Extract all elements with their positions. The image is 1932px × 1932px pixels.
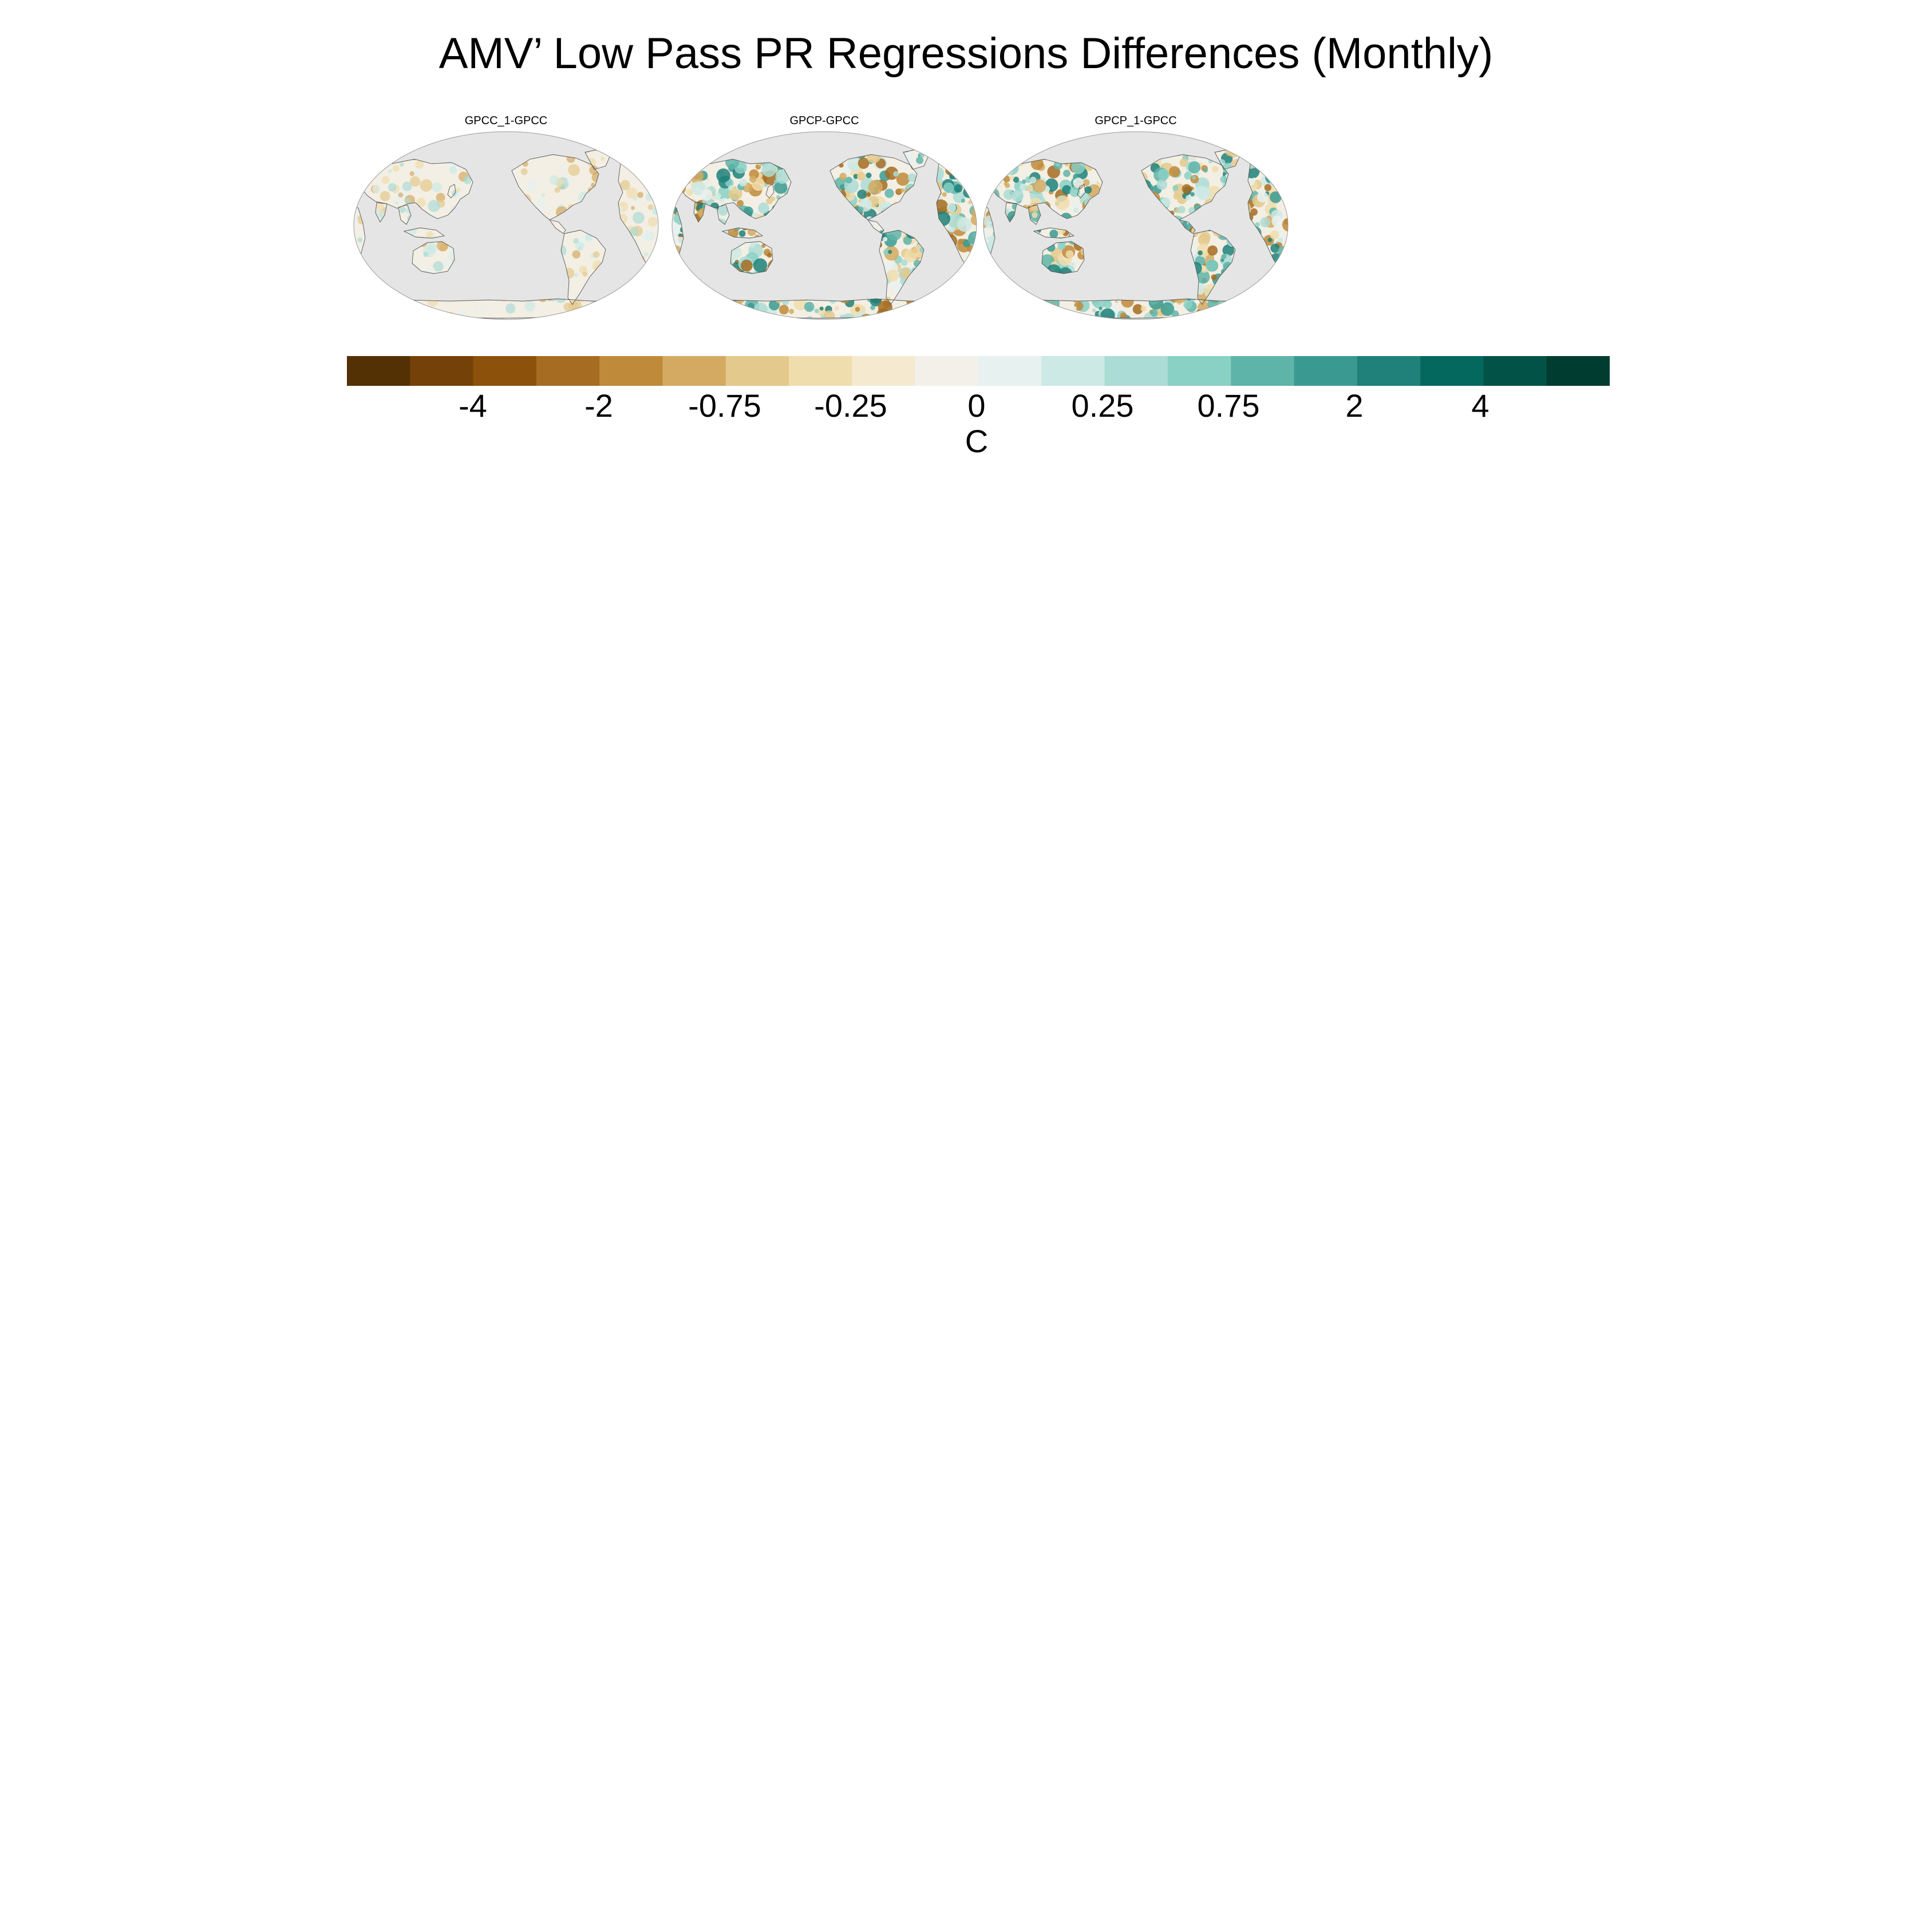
colorbar-tick-label: 4 (1471, 388, 1490, 424)
colorbar-segment (978, 356, 1042, 386)
colorbar-tick-label: 2 (1345, 388, 1364, 424)
colorbar-segment (726, 356, 789, 386)
colorbar-segment (1420, 356, 1484, 386)
colorbar-segment (1547, 356, 1610, 386)
colorbar-segment (1231, 356, 1294, 386)
colorbar-tick-label: 0.25 (1071, 388, 1134, 424)
ocean-background (351, 129, 661, 322)
colorbar-segment (1105, 356, 1168, 386)
colorbar-segment (1168, 356, 1231, 386)
colorbar-segment (599, 356, 663, 386)
colorbar-tick-label: -0.25 (814, 388, 887, 424)
colorbar-unit-label: C (965, 423, 989, 459)
colorbar-segment (1483, 356, 1547, 386)
colorbar-segment (915, 356, 979, 386)
colorbar-segment (536, 356, 600, 386)
colorbar-segment (410, 356, 473, 386)
colorbar-segment (789, 356, 852, 386)
colorbar (347, 356, 1610, 386)
colorbar-tick-label: 0.75 (1197, 388, 1260, 424)
map-panel-gpcp1 (981, 109, 1290, 322)
figure-title: AMV’ Low Pass PR Regressions Differences (Monthly) (438, 29, 1494, 78)
colorbar-segment (473, 356, 537, 386)
colorbar-tick-label: 0 (967, 388, 986, 424)
colorbar-segment (663, 356, 726, 386)
world-map (981, 129, 1290, 322)
panel-title: GPCP_1-GPCC (1095, 114, 1177, 127)
world-map (351, 129, 661, 322)
panel-title: GPCP-GPCC (789, 114, 859, 127)
colorbar-segment (852, 356, 915, 386)
colorbar-tick-label: -4 (459, 388, 487, 424)
ocean-background (670, 129, 979, 322)
colorbar-segment (1357, 356, 1421, 386)
colorbar-segment (1294, 356, 1358, 386)
map-panel-gpcc1 (351, 109, 661, 322)
panel-title: GPCC_1-GPCC (464, 114, 548, 127)
ocean-background (981, 129, 1290, 322)
colorbar-tick-label: -0.75 (688, 388, 761, 424)
colorbar-segment (347, 356, 410, 386)
map-panel-gpcp (670, 109, 979, 322)
colorbar-tick-label: -2 (584, 388, 613, 424)
world-map (670, 129, 979, 322)
colorbar-segment (1041, 356, 1105, 386)
